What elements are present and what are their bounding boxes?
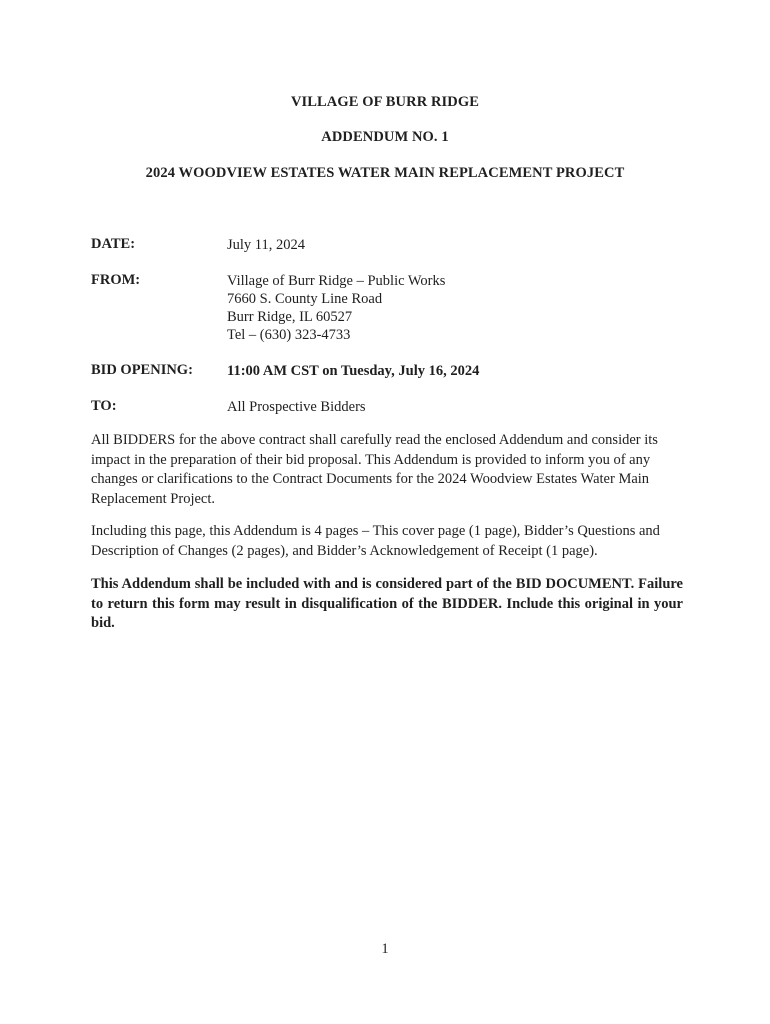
bid-opening-value: 11:00 AM CST on Tuesday, July 16, 2024 <box>227 363 480 379</box>
instructions-paragraph: All BIDDERS for the above contract shall carefully read the enclosed Addendum and consider its impact in the preparation of their bid proposal. This Addendum is provided to inform you of any changes or clarifications to the Contract Documents for the 2024 Woodview Estates Water Main Replacement Project. <box>91 432 658 507</box>
from-label: FROM: <box>91 272 141 288</box>
from-address-line: Village of Burr Ridge – Public Works <box>227 273 446 289</box>
from-address-line: Burr Ridge, IL 60527 <box>227 309 353 325</box>
from-address-line: Tel – (630) 323-4733 <box>227 327 351 343</box>
header-project-title: 2024 WOODVIEW ESTATES WATER MAIN REPLACEMENT PROJECT <box>145 165 625 181</box>
header-village-name: VILLAGE OF BURR RIDGE <box>290 94 480 110</box>
from-address <box>227 272 445 344</box>
date-value: July 11, 2024 <box>227 237 306 253</box>
to-value: All Prospective Bidders <box>227 399 366 415</box>
from-address-line: 7660 S. County Line Road <box>227 291 383 307</box>
bid-opening-label: BID OPENING: <box>91 362 193 378</box>
page-count-paragraph: Including this page, this Addendum is 4 pages – This cover page (1 page), Bidder’s Questions and Description of Changes (2 pages), and Bidder’s Acknowledgement of Receipt (1 page). <box>91 523 660 559</box>
date-label: DATE: <box>91 236 136 252</box>
page-number: 1 <box>381 941 389 957</box>
to-label: TO: <box>91 398 117 414</box>
header-addendum-number: ADDENDUM NO. 1 <box>321 129 449 145</box>
notice-paragraph: This Addendum shall be included with and is considered part of the BID DOCUMENT. Failure to return this form may result in disqualification of the BIDDER. Include this original in your bid. <box>91 576 683 631</box>
